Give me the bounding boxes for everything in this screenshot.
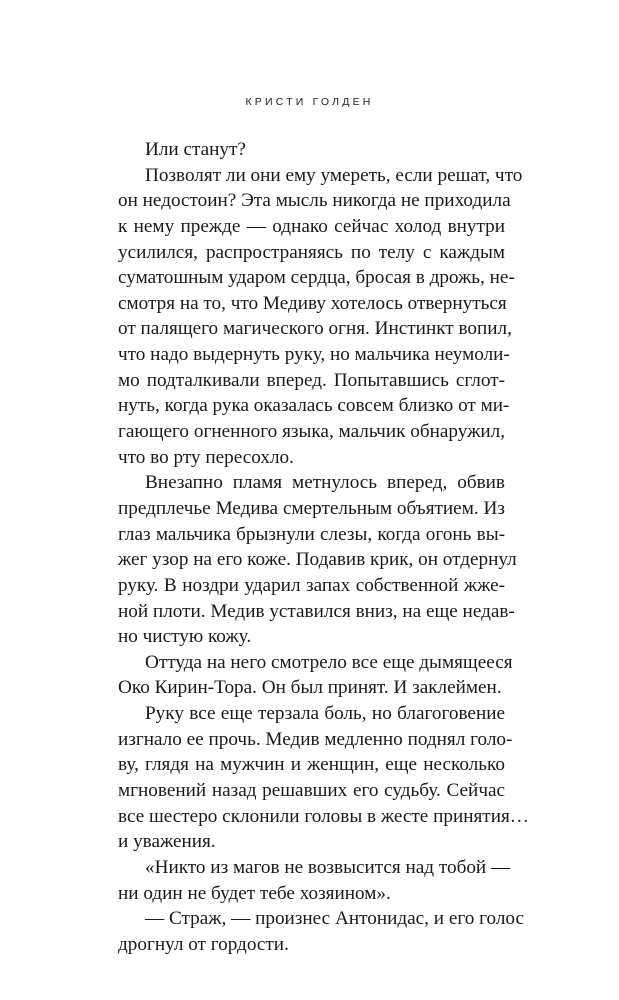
paragraph [118,855,511,906]
text-line: глаз мальчика брызнули слезы, когда огонь вы- [118,523,505,545]
text-line: мо подталкивали вперед. Попытавшись сглот- [118,369,505,391]
text-line: ни один не будет тебе хозяином». [118,882,391,904]
text-line: ной плоти. Медив уставился вниз, на еще недав- [118,600,515,622]
paragraph [118,701,529,855]
text-line: к нему прежде — однако сейчас холод внутри [118,215,505,237]
text-line: предплечье Медива смертельным объятием. Из [118,497,505,519]
body-text [118,137,529,958]
text-line: изгнало ее прочь. Медив медленно поднял голо- [118,728,513,750]
text-line: что во рту пересохло. [118,446,294,468]
text-line: усилился, распространяясь по телу с каждым [118,241,505,263]
paragraph [118,137,505,163]
text-line: Оттуда на него смотрело все еще дымящееся [145,651,513,673]
text-line: Руку все еще терзала боль, но благоговение [145,703,505,725]
text-line: Око Кирин-Тора. Он был принят. И заклеймен. [118,677,502,699]
text-line: жег узор на его коже. Подавив крик, он отдернул [118,549,517,571]
text-line: смотря на то, что Медиву хотелось отвернуться [118,292,507,314]
text-line: гающего огненного языка, мальчик обнаружил, [118,421,505,443]
paragraph [118,650,513,701]
text-line: «Никто из магов не возвысится над тобой — [145,856,511,878]
running-header: КРИСТИ ГОЛДЕН [245,96,374,108]
text-line: он недостоин? Эта мысль никогда не приходила [118,190,511,212]
text-line: Позволят ли они ему умереть, если решат, что [145,164,523,186]
text-line: что надо выдернуть руку, но мальчика неумоли- [118,344,510,366]
text-line: ву, глядя на мужчин и женщин, еще несколько [118,754,505,776]
text-line: от палящего магического огня. Инстинкт вопил, [118,318,512,340]
text-line: дрогнул от гордости. [118,933,289,955]
paragraph [118,470,517,649]
text-line: но чистую кожу. [118,626,252,648]
text-line: Или станут? [145,139,246,160]
paragraph [118,163,523,471]
text-line: суматошным ударом сердца, бросая в дрожь, не- [118,267,515,289]
text-line: — Страж, — произнес Антонидас, и его голос [145,908,525,930]
text-line: все шестеро склонили головы в жесте принятия… [118,805,529,827]
text-line: Внезапно пламя метнулось вперед, обвив [145,472,505,494]
text-line: мгновений назад решавших его судьбу. Сейчас [118,780,505,802]
text-line: нуть, когда рука оказалась совсем близко от ми- [118,395,510,417]
paragraph [118,906,525,957]
text-line: руку. В ноздри ударил запах собственной жже- [118,574,505,596]
text-line: и уважения. [118,831,216,853]
